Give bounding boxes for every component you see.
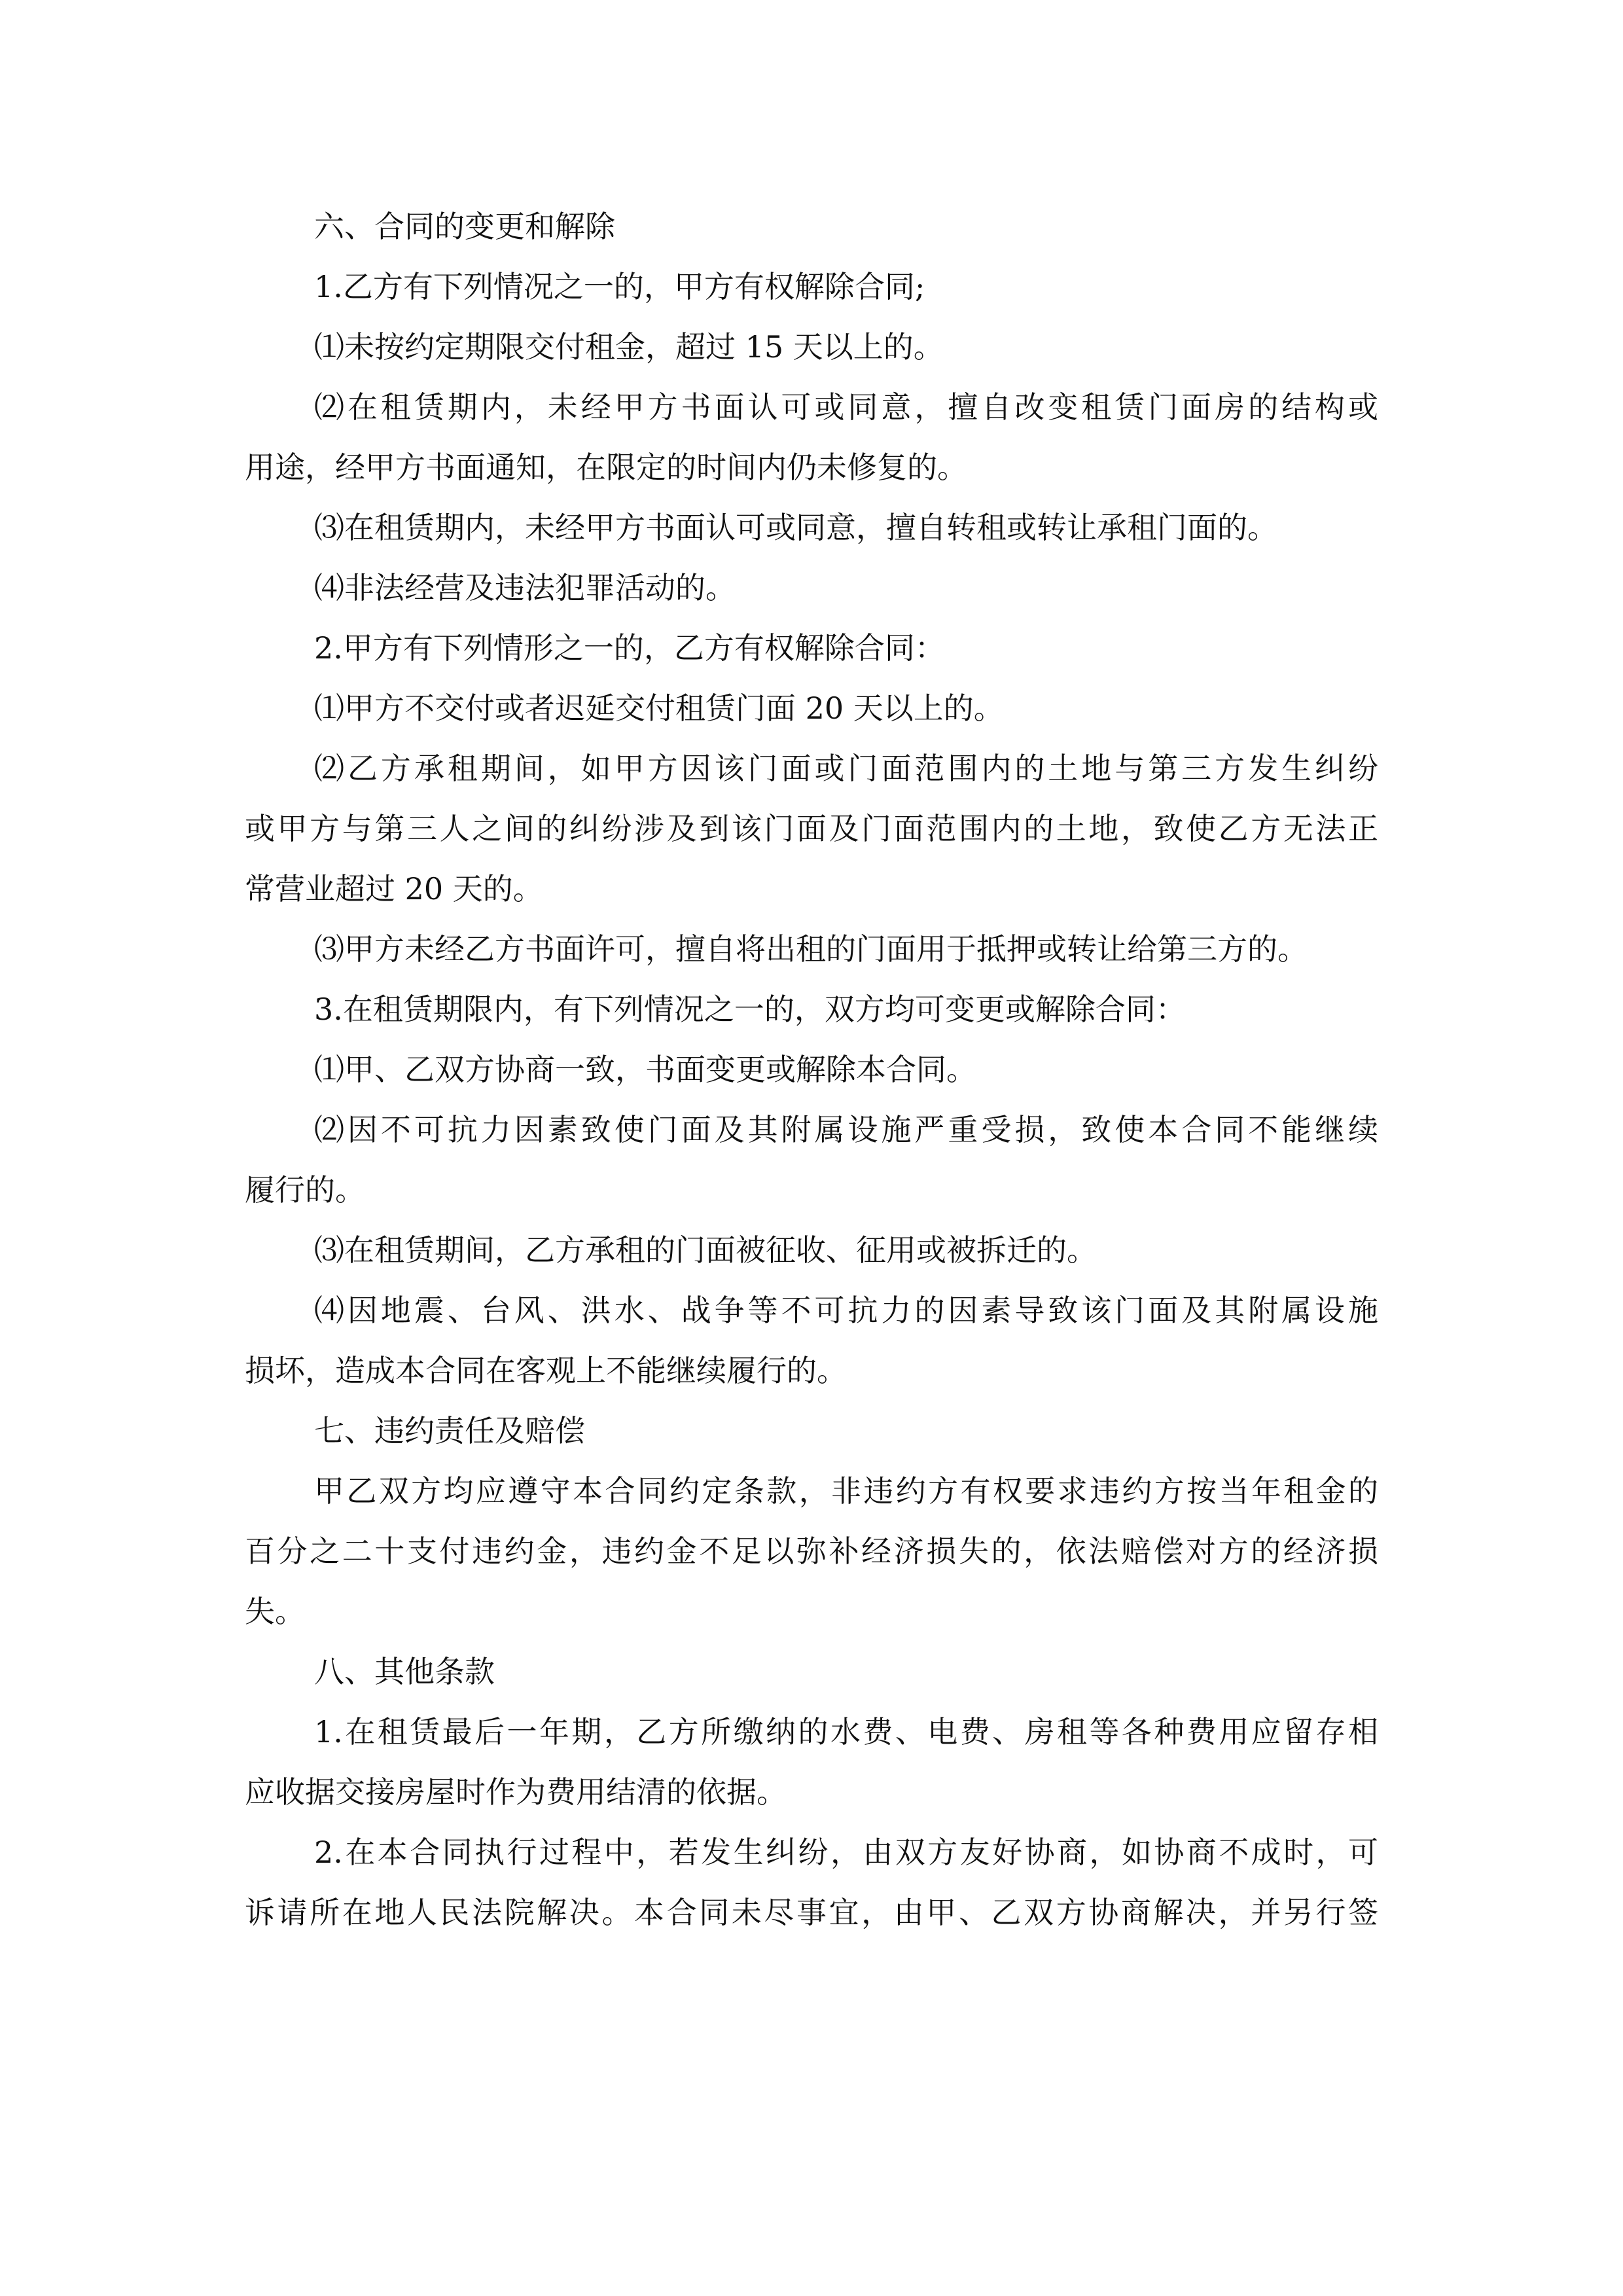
document-body (245, 196, 1378, 1943)
text-line: 应收据交接房屋时作为费用结清的依据。 (245, 1774, 787, 1810)
text-line: 或甲方与第三人之间的纠纷涉及到该门面及门面范围内的土地，致使乙方无法正 (245, 811, 1378, 846)
text-line: ⑶甲方未经乙方书面许可，擅自将出租的门面用于抵押或转让给第三方的。 (314, 931, 1308, 967)
text-line: 诉请所在地人民法院解决。本合同未尽事宜，由甲、乙双方协商解决，并另行签 (245, 1895, 1378, 1930)
text-line: ⑶在租赁期间，乙方承租的门面被征收、征用或被拆迁的。 (314, 1232, 1097, 1268)
text-line: 甲乙双方均应遵守本合同约定条款，非违约方有权要求违约方按当年租金的 (314, 1473, 1378, 1509)
text-line: ⑴甲方不交付或者迟延交付租赁门面 20 天以上的。 (314, 691, 1004, 726)
text-line: ⑶在租赁期内，未经甲方书面认可或同意，擅自转租或转让承租门面的。 (314, 510, 1277, 545)
text-line: 用途，经甲方书面通知，在限定的时间内仍未修复的。 (245, 450, 967, 485)
text-line: 1.在租赁最后一年期，乙方所缴纳的水费、电费、房租等各种费用应留存相 (314, 1714, 1378, 1749)
text-line: 履行的。 (245, 1172, 365, 1208)
text-line: 六、合同的变更和解除 (314, 209, 615, 244)
text-line: ⑴甲、乙双方协商一致，书面变更或解除本合同。 (314, 1052, 976, 1087)
text-line: ⑴未按约定期限交付租金，超过 15 天以上的。 (314, 329, 944, 365)
text-line: ⑵因不可抗力因素致使门面及其附属设施严重受损，致使本合同不能继续 (314, 1112, 1378, 1147)
text-line: 常营业超过 20 天的。 (245, 871, 543, 906)
text-line: 失。 (245, 1594, 305, 1629)
text-line: 百分之二十支付违约金，违约金不足以弥补经济损失的，依法赔偿对方的经济损 (245, 1534, 1378, 1569)
text-line: 2.甲方有下列情形之一的，乙方有权解除合同： (314, 630, 945, 666)
text-line: 损坏，造成本合同在客观上不能继续履行的。 (245, 1353, 847, 1388)
text-line: ⑵乙方承租期间，如甲方因该门面或门面范围内的土地与第三方发生纠纷 (314, 751, 1378, 786)
text-line: 3.在租赁期限内，有下列情况之一的，双方均可变更或解除合同： (314, 992, 1186, 1027)
text-line: 2.在本合同执行过程中，若发生纠纷，由双方友好协商，如协商不成时，可 (314, 1835, 1378, 1870)
text-line: ⑷非法经营及违法犯罪活动的。 (314, 570, 736, 605)
text-line: ⑷因地震、台风、洪水、战争等不可抗力的因素导致该门面及其附属设施 (314, 1293, 1378, 1328)
text-line: 七、违约责任及赔偿 (314, 1413, 585, 1448)
text-line: ⑵在租赁期内，未经甲方书面认可或同意，擅自改变租赁门面房的结构或 (314, 389, 1378, 425)
text-line: 1.乙方有下列情况之一的，甲方有权解除合同; (314, 269, 925, 304)
text-line: 八、其他条款 (314, 1654, 495, 1689)
